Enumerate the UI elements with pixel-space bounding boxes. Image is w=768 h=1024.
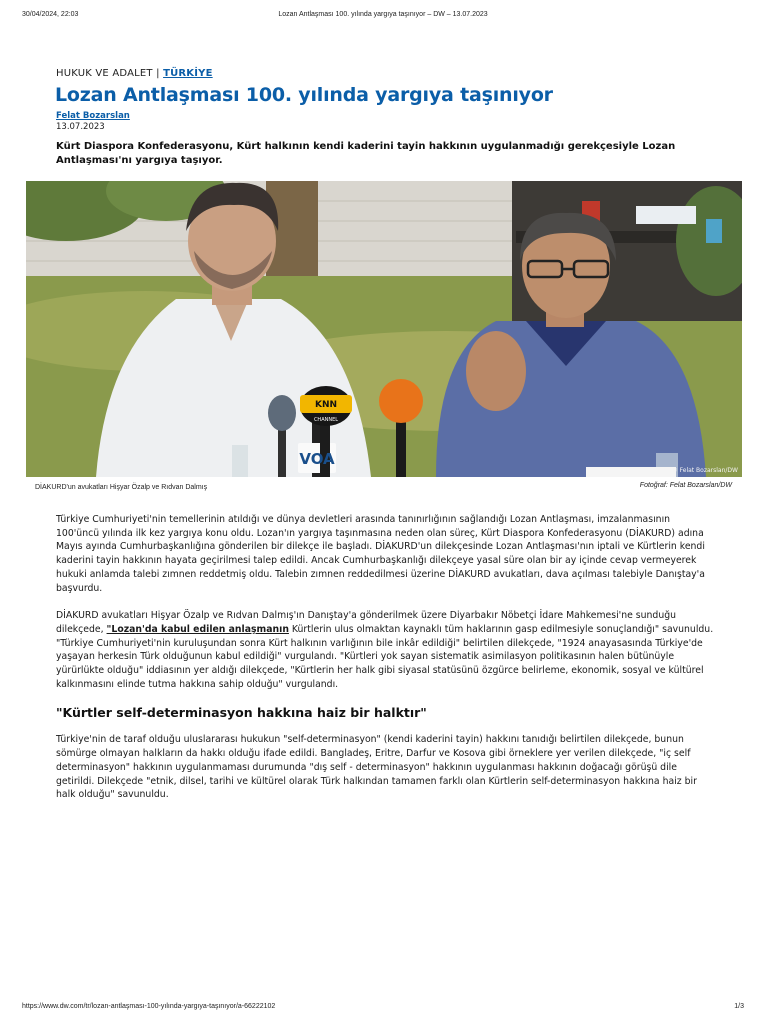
publish-date: 13.07.2023	[56, 122, 105, 132]
photo-watermark: © Felat Bozarslan/DW	[671, 467, 738, 474]
paragraph-3: Türkiye'nin de taraf olduğu uluslararası hukukun "self-determinasyon" (kendi kaderini tayin) hakkını tanıdığı belirtilen dilekçede, bunun sömürge olmayan halkların da hakkı olduğu ifade edildi. Bangladeş, Eritre, Darfur ve Kosova gibi örneklere yer verilen dilekçede, "iç self determinasyon" hakkının uygulanmaması durumunda "dış self - determinasyon" hakkının uygulanması hakkının doğacağı görüşü dile getirildi. Dilekçede "etnik, dilsel, tarihi ve kültürel olarak Türk halkından tamamen farklı olan Kürtlerin self-determinasyon hakkına haiz bir halk olduğu" savunuldu.	[56, 734, 697, 801]
breadcrumb	[56, 68, 213, 79]
paragraph-2-end: Kürtlerin ulus olmaktan kaynaklı tüm haklarının gasp edilmesiyle sonuçlandığı" savunuldu. "Türkiye Cumhuriyeti'nin kuruluşundan sonra Kürt halkının varlığının bile inkâr edildiği" belirtilen dilekçede, "1924 anayasasında Türkiye'de yaşayan herkesin Türk olduğunun kabul edildiği" vurgulandı. "Kürtleri yok sayan sistematik asimilasyon politikasının halen bütünüyle yürürlükte olduğu" iddiasının yer aldığı dilekçede, "Kürtlerin her halk gibi siyasal statüsünü özgürce belirleme, ekonomik, sosyal ve kültürel kalkınmasını elinde tutma hakkına sahip olduğu" vurgulandı.	[56, 623, 714, 690]
knn-mic-sublabel: CHANNEL	[313, 417, 339, 423]
photo-credit: Fotoğraf: Felat Bozarslan/DW	[639, 482, 732, 489]
voa-mic-label: VOA	[299, 450, 335, 468]
lozan-agreement-link[interactable]: "Lozan'da kabul edilen anlaşmanın	[106, 623, 289, 635]
section-heading: "Kürtler self-determinasyon hakkına haiz bir halktır"	[56, 705, 427, 721]
paragraph-2-start: DİAKURD avukatları Hişyar Özalp ve Rıdvan Dalmış'ın Danıştay'a gönderilmek üzere Diyarbakır Nöbetçi İdare Mahkemesi'ne sunduğu dilekçede,	[56, 610, 677, 635]
photo-caption: DİAKURD'un avukatları Hişyar Özalp ve Rıdvan Dalmış	[35, 484, 208, 491]
author-link[interactable]: Felat Bozarslan	[56, 111, 130, 121]
paragraph-1: Türkiye Cumhuriyeti'nin temellerinin atıldığı ve dünya devletleri arasında tanınırlığının sağlandığı Lozan Antlaşması, imzalanmasının 100'üncü yılında ilk kez yargıya konu oldu. Lozan'ın yargıya taşınmasına neden olan süreç, Kürt Diaspora Konfederasyonu (DİAKURD) adına Mayıs ayında Cumhurbaşkanlığına gönderilen bir dilekçe ile başladı. DİAKURD'un dilekçesinde Lozan Antlaşması'nın iptali ve Kürtlerin kendi kaderini tayin hakkının hayata geçirilmesi talep edildi. Ancak Cumhurbaşkanlığı dilekçeye yasal süre olan bir ay içinde cevap vermeyerek hukuki anlamda talebi zımnen reddetmiş oldu. Talebin zımnen reddedilmesi üzerine DİAKURD avukatları, dava açılması talebiyle Danıştay'a başvurdu.	[56, 514, 705, 594]
kicker-category: HUKUK VE ADALET |	[56, 68, 164, 79]
section-link-turkiye[interactable]: TÜRKİYE	[163, 68, 213, 79]
article-photo	[26, 181, 742, 477]
page-title: Lozan Antlaşması 100. yılında yargıya taşınıyor	[55, 84, 553, 106]
print-url: https://www.dw.com/tr/lozan-antlaşması-100-yılında-yargıya-taşınıyor/a-66222102	[22, 1003, 276, 1010]
print-header	[22, 11, 744, 21]
print-footer	[22, 1003, 744, 1013]
article-body	[56, 513, 716, 816]
print-doc-title: Lozan Antlaşması 100. yılında yargıya taşınıyor – DW – 13.07.2023	[278, 11, 488, 18]
paragraph-2	[56, 609, 716, 691]
knn-mic-label: KNN	[314, 400, 338, 410]
print-page-number: 1/3	[734, 1003, 744, 1010]
article-lead: Kürt Diaspora Konfederasyonu, Kürt halkının kendi kaderini tayin hakkının uygulanmadığı gerekçesiyle Lozan Antlaşması'nı yargıya taşıyor.	[56, 141, 676, 166]
print-datetime: 30/04/2024, 22:03	[22, 11, 79, 18]
